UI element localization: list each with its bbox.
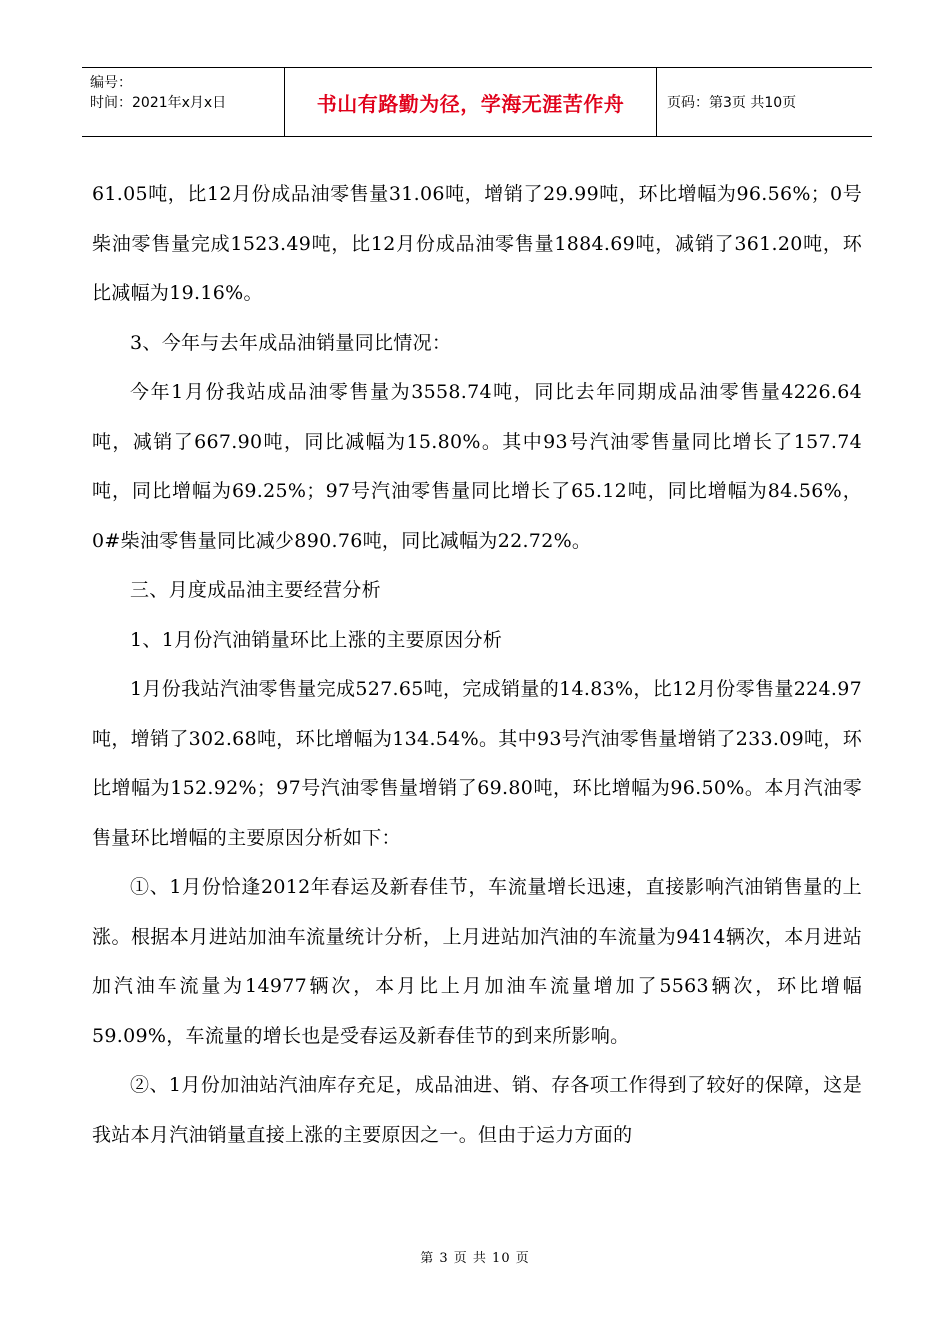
subsection-heading-gasoline: 1、1月份汽油销量环比上涨的主要原因分析	[130, 628, 503, 651]
document-body	[92, 170, 862, 1160]
paragraph-gasoline-sales: 1月份我站汽油零售量完成527.65吨，完成销量的14.83%，比12月份零售量224.97吨，增销了302.68吨，环比增幅为134.54%。其中93号汽油零售量增销了233.09吨，环比增幅为152.92%；97号汽油零售量增销了69.80吨，环比增幅为96.50%。本月汽油零售量环比增幅的主要原因分析如下：	[92, 678, 862, 849]
header-page-info: 页码：第3页 共10页	[667, 95, 797, 111]
header-motto: 书山有路勤为径，学海无涯苦作舟	[285, 68, 657, 136]
document-time-label: 时间：2021年x月x日	[90, 95, 227, 111]
section-heading-analysis: 三、月度成品油主要经营分析	[130, 579, 381, 601]
paragraph-reason-one: ①、1月份恰逢2012年春运及新春佳节，车流量增长迅速，直接影响汽油销售量的上涨。根据本月进站加油车流量统计分析，上月进站加汽油的车流量为9414辆次，本月进站加汽油车流量为14977辆次，本月比上月加油车流量增加了5563辆次，环比增幅59.09%，车流量的增长也是受春运及新春佳节的到来所影响。	[92, 876, 862, 1047]
paragraph-yoy-comparison: 今年1月份我站成品油零售量为3558.74吨，同比去年同期成品油零售量4226.64吨，减销了667.90吨，同比减幅为15.80%。其中93号汽油零售量同比增长了157.74吨，同比增幅为69.25%；97号汽油零售量同比增长了65.12吨，同比增幅为84.56%，0#柴油零售量同比减少890.76吨，同比减幅为22.72%。	[92, 381, 862, 552]
section-heading-yoy: 3、今年与去年成品油销量同比情况：	[130, 331, 452, 354]
paragraph-reason-two: ②、1月份加油站汽油库存充足，成品油进、销、存各项工作得到了较好的保障，这是我站本月汽油销量直接上涨的主要原因之一。但由于运力方面的	[92, 1074, 862, 1146]
document-number-label: 编号：	[90, 75, 132, 91]
page-footer: 第 3 页 共 10 页	[420, 1251, 530, 1266]
header-meta	[82, 68, 285, 136]
paragraph-continuation: 61.05吨，比12月份成品油零售量31.06吨，增销了29.99吨，环比增幅为96.56%；0号柴油零售量完成1523.49吨，比12月份成品油零售量1884.69吨，减销了361.20吨，环比减幅为19.16%。	[92, 183, 862, 304]
page-header	[82, 67, 872, 137]
